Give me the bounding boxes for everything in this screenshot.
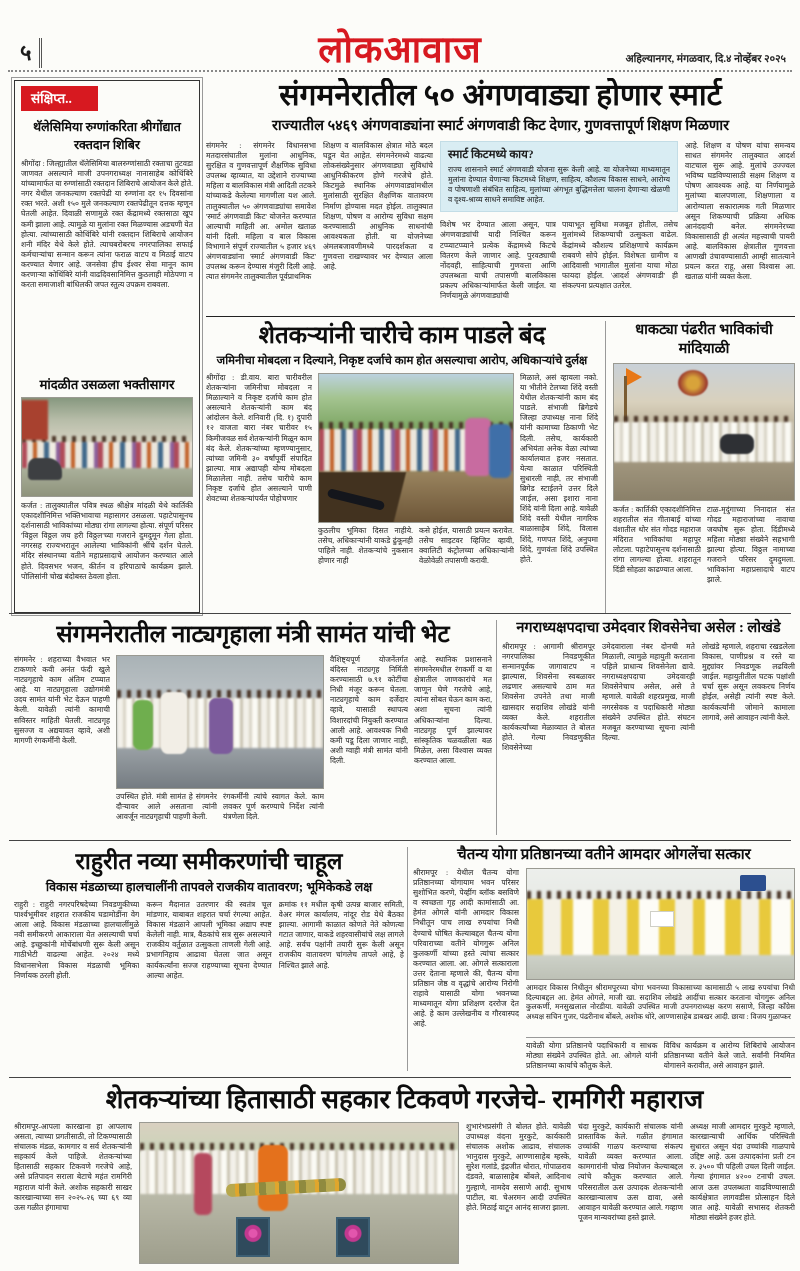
- article8-col1: शुभारंभप्रसंगी ते बोलत होते. यावेळी उपाध्यक्ष वंदना मुरकुटे, कार्यकारी संचालक अशोक आढाव, संचालक भानुदास मुरकुटे, आण्णासाहेब म्हस्के, सुरेश गलांडे, इंद्रजीत थोरात, गोपाळराव दंडवते, बाळासाहेब बोंबले, आदिनाथ गुल्हाणे, नामदेव ससाणे आदी. सुभाष पाटील, बा. चेअरमन आदी उपस्थित होते. मिठाई वाटून आनंद साजरा झाला.: [466, 1122, 571, 1212]
- article7-under2: विविध कार्यक्रम व आरोग्य शिबिरांचे आयोजन प्रतिष्ठानच्या वतीने केले जाते. सर्वांनी नियमित योगासने करावीत, असे आवाहन झाले.: [663, 1041, 795, 1071]
- edition-dateline: अहिल्यानगर, मंगळवार, दि.४ नोव्हेंबर २०२५: [625, 54, 786, 65]
- column-divider-2: [407, 847, 408, 1071]
- certificate-shape: [650, 911, 674, 927]
- motorbike-shape: [28, 458, 62, 480]
- minister-figure-shape: [161, 692, 187, 754]
- wall-board-shape: [740, 875, 766, 891]
- article4-under1: उपस्थित होते. मंत्री सामंत हे संगमनेर दौऱ्यावर आले असताना त्यांनी आवर्जून नाट्यगृहाची पाहणी केली.: [116, 792, 217, 822]
- band-divider-2: [9, 840, 791, 841]
- article7-intro: श्रीरामपूर : येथील चैतन्य योगा प्रतिष्ठानच्या योगायाम भवन परिसर सुशोभित करणे, पेव्हींग ब्लॉक बसविणे व स्वच्छता गृह आदी कामांसाठी आ. हेमंत ओगले यांनी आमदार विकास निधीतून पाच लाख रुपयांचा निधी देण्याचे घोषित केल्याबद्दल चैतन्य योगा परिवाराच्या वतीने योगगुरू अनिल कुलकर्णी यांच्या हस्ते त्यांचा सत्कार करण्यात आला. आ. ओगले सत्काराला उत्तर देताना म्हणाले की, चैतन्य योगा प्रतिष्ठान जेष्ठ व वृद्धांचे आरोग्य निरोगी राहावे यासाठी योगा भवनच्या माध्यमातून योगा प्रशिक्षण दररोज देत आहे. हे काम उल्लेखनीय व गौरवास्पद आहे.: [413, 868, 519, 1029]
- infobox-body: राज्य शासनाने स्मार्ट अंगणवाडी योजना सुरू केली आहे. या योजनेच्या माध्यमातून मुलांना देण्यात येणाऱ्या किटमध्ये शिक्षण, साहित्य, कौशल्य विकास साधने, आरोग्य व पोषणाशी संबंधित साहित्य, मुलांच्या अंगभूत बुद्धिमत्तेला चालना देणाऱ्या खेळणी व दृश्य-श्राव्य साधने समाविष्ट आहेत.: [448, 165, 670, 205]
- article2-under1: कुठलीच भूमिका दिसत नाहीये. तसेच, अधिकाऱ्यांनी याकडे ढुंकूनही पाहिले नाही. शेतकऱ्यांचे नुकसान होणार नाही: [318, 526, 413, 566]
- article5-col3: लोखंडे म्हणाले, शहराचा रखडलेला विकास, पाणीप्रश्न व रस्ते या मुद्द्यांवर निवडणूक लढविली जाईल. महायुतीतील घटक पक्षांशी चर्चा सुरू असून लवकरच निर्णय होईल, असेही त्यांनी स्पष्ट केले. कार्यकर्त्यांनी जोमाने कामाला लागावे, असे आवाहन त्यांनी केले.: [702, 642, 795, 722]
- photo-yoga-felicitation: [526, 868, 795, 980]
- article-canal-protest: [206, 321, 606, 613]
- article8-col3: अध्यक्ष माजी आमदार मुरकुटे म्हणाले, कारखान्याची आर्थिक परिस्थिती सुधारत असून यंदा उच्चांकी गाळपाचे उद्दिष्ट आहे. ऊस उत्पादकांना प्रती टन रु. ३५०० ची पहिली उचल दिली जाईल. गेल्या हंगामात ४२०० टनाची उचल. आज ऊस उपलब्धता वाढविण्यासाठी कार्यक्षेत्रात लागवडीस प्रोत्साहन दिले जात आहे. यावेळी सभासद शेतकरी मोठ्या संख्येने हजर होते.: [690, 1122, 795, 1222]
- article4-col4: आहे. स्थानिक प्रशासनाने संगमनेरमधील रंगकर्मी व या क्षेत्रातील जाणकारांचे मत जाणून घेणे गरजेचे आहे, त्यांना सोबत घेऊन काम करा, अशा सूचना त्यांनी अधिकाऱ्यांना दिल्या. नाट्यगृह पूर्ण झाल्यावर सांस्कृतिक चळवळीला बळ मिळेल, असा विश्वास व्यक्त करण्यात आला.: [414, 655, 492, 765]
- briefs-label: संक्षिप्त..: [21, 86, 98, 111]
- article2-middle: [318, 373, 514, 585]
- article-theatre-visit: [14, 617, 492, 838]
- article2-col-left: श्रीगोंदा : डी.वाय. बारा चारीवरील शेतकऱ्यांना जमिनीचा मोबदला न मिळाल्याने व निकृष्ट दर्जाचे काम होत असल्याने शेतकऱ्यांनी काम बंद आंदोलन केले. शनिवारी (दि. १) दुपारी १२ वाजता बारा नंबर चारीवर १५ किमीजवळ सर्व शेतकऱ्यांनी मिळून काम बंद केले. शेतकऱ्यांच्या म्हणण्यानुसार, त्यांच्या जमिनी ३० वर्षांपूर्वी संपादित झाल्या. मात्र अद्यापही योग्य मोबदला मिळालेला नाही. तसेच चारीचे काम निकृष्ट दर्जाचे होत असल्याने पाणी शेवटच्या शेतकऱ्यांपर्यंत पोहोचणार: [206, 373, 312, 504]
- article4-col1: संगमनेर : शहराच्या वैभवात भर टाकणारे कवी अनंत फंदी खुले नाट्यगृहाचे काम अंतिम टप्प्यात आहे. या नाट्यगृहाला उद्योगमंत्री उदय सामंत यांनी भेट देऊन पाहणी केली. यावेळी त्यांनी कामाची सविस्तर माहिती घेतली. नाट्यगृह सुसज्ज व अद्ययावत व्हावे, अशी मागणी रंगकर्मींनी केली.: [14, 655, 110, 745]
- article6-headline: राहुरीत नव्या समीकरणांची चाहूल: [75, 849, 343, 874]
- article4-headline: संगमनेरातील नाट्यगृहाला मंत्री सामंत यांची भेट: [56, 622, 450, 648]
- procession-crowd-shape: [614, 422, 794, 462]
- sari-figure-shape: [194, 1153, 212, 1215]
- article4-under2: रंगकर्मींनी त्यांचे स्वागत केले. काम लवकर पूर्ण करण्याचे निर्देश त्यांनी यंत्रणेला दिले.: [223, 792, 324, 822]
- article1-middle: [440, 141, 678, 307]
- article8-headline: शेतकऱ्यांच्या हितासाठी सहकार टिकवणे गरजेचे- रामगिरी महाराज: [105, 1085, 704, 1114]
- article3-headline: धाकट्या पंढरीत भाविकांची मांदियाळी: [635, 322, 773, 357]
- column-divider-1: [496, 620, 497, 835]
- article2-under2: कसे होईल, यासाठी प्रयत्न करावेत. तसेच साइटवर व्हिजिट व्हावी, क्वालिटी कंट्रोलच्या अधिकाऱ्यांनी वेळोवेळी तपासणी करावी.: [419, 526, 514, 566]
- article-shivsena-candidate: [502, 617, 795, 838]
- blue-sari-shape: [489, 424, 511, 478]
- saffron-flag-shape: [626, 368, 642, 386]
- article8-col2: चंदा मुरकुटे, कार्यकारी संचालक यांनी प्रास्ताविक केले. गळीत हंगामात उच्चांकी गाळप करण्याचा संकल्प यावेळी व्यक्त करण्यात आला. कामगारांनी चोख नियोजन केल्याबद्दल त्यांचे कौतुक करण्यात आले. परिसरातील ऊस उत्पादक शेतकऱ्यांनी कारखान्यालाच ऊस द्यावा, असे आवाहन यावेळी करण्यात आले. गव्हाण पूजन मान्यवरांच्या हस्ते झाले.: [578, 1122, 683, 1222]
- article2-headline: शेतकऱ्यांनी चारीचे काम पाडले बंद: [258, 323, 546, 349]
- article-sahakar-maharaj: [14, 1080, 795, 1265]
- brief1-body: श्रीगोंदा : जिल्ह्यातील थॅलेसिमिया बालरुग्णांसाठी रक्ताचा तुटवडा जाणवत असल्याने माजी उपनगराध्यक्ष नानासाहेब कोथिंबिरे यांच्यामार्फत या रुग्णांसाठी रक्तदान शिबिराचे आयोजन केले होते. नगर येथील जनकल्याण रक्तपेढी या रुग्णांना दर १५ दिवसांना रक्त भरते. अशी १५० मुले जनकल्याण रक्तपेढीतून दत्तक म्हणून घेतली आहेत. दिवाळी सणामुळे रक्त केंद्रामध्ये रक्तसाठा खूप कमी झाला आहे. त्यामुळे या मुलांना रक्त मिळण्यास अडचणी येत होत्या. त्यांच्यासाठी कोथिंबिरे यांनी रक्तदान शिबिराचे आयोजन शनी मंदिर येथे केले होते. त्याचबरोबरच नगरपालिका सफाई कर्मचाऱ्यांचा सन्मान करून त्यांना फराळ वाटप व मिठाई वाटप करण्यात येणार आहे. जनसेवा हीच ईश्वर सेवा मानून काम करणाऱ्या कोथिंबिरे यांनी वाढदिवसानिमित्त कुठलाही मोठेपणा न करता समाजाशी बांधिलकी जपत स्तुत्य उपक्रम राबवला.: [21, 159, 193, 290]
- article1-col2: शिक्षण व बालविकास क्षेत्रात मोठे बदल घडून येत आहेत. संगमनेरमध्ये वाढत्या लोकसंख्येनुसार अंगणवाड्या सुविधांचे आधुनिकीकरण होणे गरजेचे होते. किटमुळे स्थानिक अंगणवाड्यांमधील मुलांसाठी सुरक्षित शैक्षणिक वातावरण निर्माण होण्यास मदत होईल. तालुक्यात शिक्षण, पोषण व आरोग्य सुविधा सक्षम करण्यासाठी आधुनिक साधनांची आवश्यकता होती. या योजनेच्या अंमलबजावणीमध्ये पारदर्शकता व गुणवत्ता राखण्यावर भर देण्यात आला आहे.: [323, 141, 433, 272]
- article5-col1: श्रीरामपूर : आगामी श्रीरामपूर नगरपालिका निवडणूकीत सन्मानपूर्वक जागावाटप न झाल्यास, शिवसेना स्वबळावर लढणार असल्याचे ठाम मत शिवसेना उपनेते तथा माजी खासदार सदाशिव लोखंडे यांनी व्यक्त केले. शहरातील कार्यकर्त्यांच्या मेळाव्यात ते बोलत होते. गेल्या निवडणुकीत शिवसेनेच्या: [502, 642, 595, 752]
- article6-col1: राहुरी : राहुरी नगरपरिषदेच्या निवडणुकीच्या पार्श्वभूमीवर शहरात राजकीय घडामोडींना वेग आला आहे. विकास मंडळाच्या हालचालींमुळे नवी समीकरणे आकाराला येत असल्याची चर्चा आहे. इच्छुकांनी मोर्चेबांधणी सुरू केली असून गाठीभेटी वाढल्या आहेत. २०२४ मध्ये विधानसभेला विकास मंडळाची भूमिका निर्णायक ठरली होती.: [14, 900, 140, 980]
- pink-sari-shape: [465, 418, 491, 476]
- smart-kit-infobox: [440, 141, 678, 212]
- article1-subhead: राज्यातील ५४६९ अंगणवाड्यांना स्मार्ट अंगणवाडी किट देणार, गुणवत्तापूर्ण शिक्षण मिळणार: [271, 118, 730, 134]
- masthead-title: लोकआवाज: [318, 30, 482, 71]
- article7-headline: चैतन्य योगा प्रतिष्ठानच्या वतीने आमदार ओगलेंचा सत्कार: [457, 847, 751, 863]
- article1-col4: पायाभूत सुविधा मजबूत होतील, तसेच मुलांमध्ये शिकण्याची उत्सुकता वाढेल. केंद्रांमध्ये कौशल्य प्रशिक्षणाचे कार्यक्रम राबवणे सोपे होईल. विशेषतः ग्रामीण व आदिवासी भागातील मुलांना याचा मोठा फायदा होईल. 'आदर्श अंगणवाडी' ही संकल्पना प्रत्यक्षात उतरेल.: [562, 220, 678, 290]
- article1-headline: संगमनेरातील ५० अंगणवाड्या होणार स्मार्ट: [279, 79, 722, 112]
- article4-middle: [116, 655, 324, 836]
- temple-wall-shape: [21, 400, 48, 440]
- band-divider-1: [9, 613, 791, 614]
- infobox-title: स्मार्ट किटमध्ये काय?: [448, 149, 534, 161]
- article2-subhead: जमिनीचा मोबदला न दिल्याने, निकृष्ट दर्जाचे काम होत असल्याचा आरोप, अधिकाऱ्यांचे दुर्लक्ष: [216, 355, 588, 367]
- article6-subhead: विकास मंडळाच्या हालचालींनी तापवले राजकीय वातावरण; भूमिकेकडे लक्ष: [45, 880, 373, 894]
- article2-col-right: मिळाले, असं व्हायला नको. या भीतीने टेलच्या शिंदे वस्ती येथील शेतकऱ्यांनी काम बंद पाडले. संभाजी ब्रिगेडचे जिल्हा उपाध्यक्ष नाना शिंदे यांनी कामाच्या ठिकाणी भेट दिली. तसेच, कार्यकारी अभियंता अनेक वेळा त्यांच्या कार्यालयात हजर नसतात. येत्या काळात परिस्थिती सुधारली नाही, तर संभाजी ब्रिगेड स्टाईलने उत्तर दिले जाईल, असा इशारा नाना शिंदे यांनी दिला आहे. यावेळी शिंदे वस्ती येथील नागरिक बाळासाहेब शिंदे, विलास शिंदे, गणपत शिंदे, अनुपमा शिंदे, गुणवंता शिंदे उपस्थित होते.: [520, 373, 598, 564]
- article6-col3: क्रमांक ११ मधील कृषी उत्पन्न बाजार समिती, वेअर मंगल कार्यालय, नांदूर रोड येथे बैठका झाल्या. आगामी काळात कोणते नेते कोणत्या गटात जाणार, याकडे शहरवासीयांचे लक्ष लागले आहे. सर्वच पक्षांनी तयारी सुरू केली असून राजकीय वातावरण चांगलेच तापले आहे, हे निश्चित झाले आहे.: [278, 900, 404, 970]
- article1-col5: आहे. शिक्षण व पोषण यांचा समन्वय साधत संगमनेर तालुक्यात आदर्श वाटचाल सुरू आहे. मुलांचे उज्ज्वल भविष्य घडविण्यासाठी सक्षम शिक्षण व पोषण आवश्यक आहे. या निर्णयामुळे मुलांच्या बालपणाला, शिक्षणाला व आरोग्याला सकारात्मक गती मिळणार असून शिकण्याची प्रक्रिया अधिक आनंददायी बनेल. संगमनेरच्या विकासासाठी ही अत्यंत महत्त्वाची पायरी आहे. बालविकास क्षेत्रातील गुणवत्ता आणखी उंचावण्यासाठी आम्ही सातत्याने प्रयत्न करत राहू, असा विश्वास आ. खताळ यांनी व्यक्त केला.: [685, 141, 795, 282]
- article7-caption: आमदार विकास निधीतून श्रीरामपूरच्या योगा भवनच्या विकासाच्या कामासाठी ५ लाख रुपयांचा निधी दिल्याबद्दल आ. हेमंत ओगले, माजी खा. सदाशिव लोखंडे आदींचा सत्कार करताना योगगुरू अनिल कुलकर्णी, मनसुखलाल नोरडीया. यावेळी उपस्थित माजी उपनगराध्यक्ष करण ससाणे, जिल्हा काँग्रेस अध्यक्ष सचिन गुजर, पंढरीनाथ बोंबले, अशोक थोरे, आण्णासाहेब डाबखर आदी. छाया : विजय गुळाप्कर: [526, 983, 795, 1021]
- page-number: ५: [20, 38, 42, 68]
- article7-under1: यावेळी योगा प्रतिष्ठानचे पदाधिकारी व साधक मोठ्या संख्येने उपस्थित होते. आ. ओगले यांनी प्रतिष्ठानच्या कार्याचे कौतुक केले.: [526, 1041, 658, 1071]
- briefs-sidebar: [14, 80, 200, 613]
- yellow-shirts-shape: [527, 899, 794, 955]
- photo-mandali-crowd: [21, 397, 193, 497]
- article5-col2: उमेदवाराला नंबर दोनची मते मिळाली, त्यामुळे महायुती करताना पहिले प्राधान्य शिवसेनेला द्यावे. नगराध्यक्षपदाचा उमेदवारही शिवसेनेचाच असेल, असे ते म्हणाले. यावेळी शहरप्रमुख, माजी नगरसेवक व पदाधिकारी मोठ्या संख्येने उपस्थित होते. संघटन मजबूत करण्याच्या सूचना त्यांनी दिल्या.: [602, 642, 695, 742]
- article-pandhari-devotees: [606, 321, 795, 613]
- article-rahuri-politics: [14, 844, 404, 1075]
- photo-farmers-canal: [318, 373, 514, 523]
- article3-col1: कर्जत : कार्तिकी एकादशीनिमित्त शहरातील संत गीताबाई यांच्या वंशातील थोर संत गोदड महाराज मंदिरात भाविकांचा महापूर लोटला. पहाटेपासूनच दर्शनासाठी रांगा लागल्या होत्या. शहरातून दिंडी सोहळा काढण्यात आला.: [613, 504, 701, 575]
- parked-bike-shape: [720, 434, 754, 454]
- article3-col2: टाळ-मृदुंगाच्या निनादात संत गोदड महाराजांच्या नावाचा जयघोष सुरू होता. दिंडीमध्ये महिला मोठ्या संख्येने सहभागी झाल्या होत्या. विठ्ठल नामाच्या गजराने परिसर दुमदुमला. भाविकांना महाप्रसादाचे वाटप झाले.: [707, 504, 795, 585]
- header-divider: [8, 70, 792, 72]
- band-divider-3: [9, 1077, 791, 1078]
- green-shirt-shape: [133, 700, 153, 750]
- brief1-headline: थॅलेसिमिया रुग्णांकरिता श्रीगोंद्यात रक्तदान शिबिर: [33, 120, 181, 152]
- article1-col1: संगमनेर : संगमनेर विधानसभा मतदारसंघातील मुलांना आधुनिक, सुरक्षित व गुणवत्तापूर्ण शैक्षणिक सुविधा उपलब्ध व्हाव्यात, या उद्देशाने राज्याच्या महिला व बालविकास मंत्री आदिती तटकरे यांच्याकडे केलेल्या मागणीला यश आले. तालुक्यातील ५० अंगणवाड्यांचा समावेश 'स्मार्ट अंगणवाडी किट' योजनेत करण्यात आल्याची माहिती आ. अमोल खताळ यांनी दिली. महिला व बाल विकास विभागाने संपूर्ण राज्यातील ५ हजार ४६९ अंगणवाड्यांना 'स्मार्ट अंगणवाडी किट' उपलब्ध करून देण्यास मंजुरी दिली आहे. त्यात संगमनेर तालुक्यातील पूर्वप्राथमिक: [206, 141, 316, 282]
- article4-col3: वैशिष्ट्यपूर्ण योजनेंतर्गत बंदिस्त नाट्यगृह निर्मिती करण्यासाठी ७.९१ कोटींचा निधी मंजूर करून घेतला. नाट्यगृहाचे काम दर्जेदार व्हावे, यासाठी स्थापत्य विशारदांची नियुक्ती करण्यात आली आहे. आवश्यक निधी कमी पडू दिला जाणार नाही, अशी ग्वाही मंत्री सामंत यांनी दिली.: [330, 655, 408, 765]
- photo-minister-group: [116, 655, 324, 789]
- article1-col3: विशेष भर देण्यात आला असून, पात्र अंगणवाड्यांची यादी निश्चित करून टप्प्याटप्प्याने प्रत्येक केंद्रामध्ये किटचे वितरण केले जाणार आहे. पुरवठ्याची नोंदवही, साहित्याची गुणवत्ता आणि उपलब्धता याची तपासणी बालविकास प्रकल्प अधिकाऱ्यांमार्फत केली जाईल. या निर्णयामुळे अंगणवाड्यांची: [440, 220, 556, 301]
- decorated-idol-shape: [678, 370, 708, 396]
- photo-procession: [613, 363, 795, 501]
- brief2-headline: मांदळीत उसळला भक्तीसागर: [39, 377, 175, 392]
- machine-face-right-shape: [338, 1219, 368, 1255]
- article-yoga-felicitation: [413, 844, 795, 1075]
- article6-col2: करून मैदानात उतरणार की स्वतंत्र चूल मांडणार, याबाबत शहरात चर्चा रंगल्या आहेत. विकास मंडळाने आपली भूमिका अद्याप स्पष्ट केलेली नाही. मात्र, बैठकांचे सत्र सुरू असल्याने राजकीय वर्तुळात उत्सुकता ताणली गेली आहे. प्रभागनिहाय आढावा घेतला जात असून कार्यकर्त्यांना सज्ज राहण्याच्या सूचना देण्यात आल्या आहेत.: [146, 900, 272, 980]
- article8-col-left: श्रीरामपूर-आपला कारखाना हा आपलाच असता, त्याच्या प्रगतीसाठी, तो टिकण्यासाठी संचालक मंडळ, कामगार व सर्व शेतकऱ्यांनी सहकार्य केले पाहिजे. शेतकऱ्यांच्या हितासाठी सहकार टिकवणे गरजेचे आहे, असे प्रतिपादन सराला बेटाचे महंत रामगिरी महाराज यांनी केले. अशोक सहकारी साखर कारखान्याच्या सन २०२५-२६ च्या ६९ व्या ऊस गळीत हंगामाचा: [14, 1122, 132, 1212]
- article5-headline: नगराध्यक्षपदाचा उमेदवार शिवसेनेचा असेल : लोखंडे: [516, 620, 781, 636]
- machine-face-left-shape: [238, 1219, 268, 1255]
- purple-kurta-shape: [209, 698, 233, 754]
- second-row: [206, 316, 795, 613]
- article-smart-anganwadi: [206, 78, 795, 314]
- photo-crushing-season: [139, 1122, 459, 1264]
- saffron-maharaj-shape: [258, 1145, 288, 1211]
- article7-photo-block: [526, 868, 795, 1072]
- brief2-body: कर्जत : तालुक्यातील पवित्र स्थळ श्रीक्षेत्र मांदळी येथे कार्तिकी एकादशीनिमित्त भक्तिभावाचा महासागर उसळला. पहाटेपासूनच दर्शनासाठी भाविकांच्या मोठ्या रांगा लागल्या होत्या. संपूर्ण परिसर 'विठ्ठल विठ्ठल जय हरी विठ्ठल'च्या गजराने दुमदुमून गेला होता. नगरसह राज्यभरातून आलेल्या भाविकांनी श्रींचे दर्शन घेतले. मंदिर संस्थानच्या वतीने महाप्रसादाचे आयोजन करण्यात आले होते. दिवसभर भजन, कीर्तन व हरिपाठाचे कार्यक्रम झाले. पोलिसांनी चोख बंदोबस्त ठेवला होता.: [21, 501, 193, 581]
